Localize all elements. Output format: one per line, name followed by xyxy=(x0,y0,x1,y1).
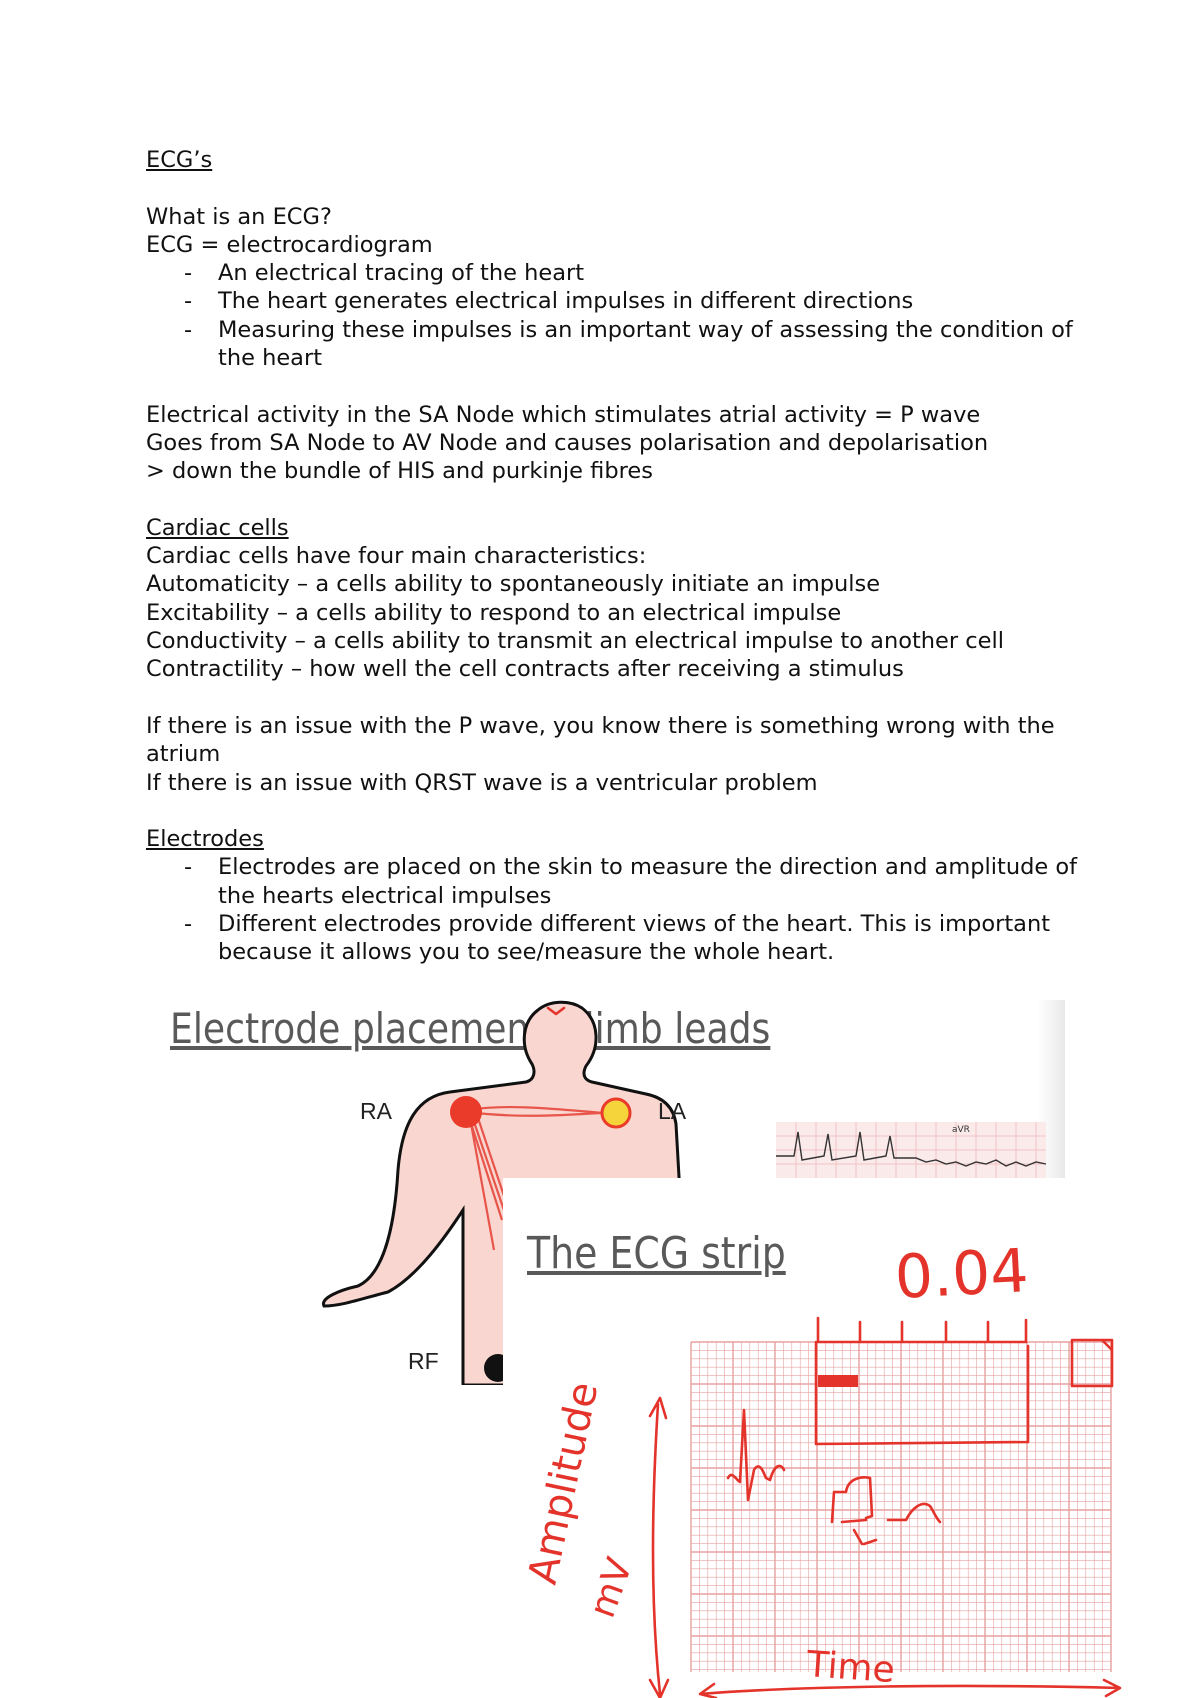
mini-ecg-strip xyxy=(776,1122,1046,1178)
definition-list xyxy=(146,259,1086,372)
amplitude-annotation: Amplitude xyxy=(519,1378,608,1589)
rf-label: RF xyxy=(408,1348,439,1374)
ecg-grid-paper xyxy=(503,1178,1123,1698)
question-line: What is an ECG? xyxy=(146,203,332,230)
list-item: - An electrical tracing of the heart xyxy=(146,259,1086,287)
document-heading: ECG’s xyxy=(146,147,213,173)
ra-label: RA xyxy=(360,1098,392,1124)
ra-electrode xyxy=(450,1096,482,1128)
document-body xyxy=(146,146,1086,967)
conduction-line: Goes from SA Node to AV Node and causes polarisation and depolarisation xyxy=(146,429,989,456)
conduction-line: > down the bundle of HIS and purkinje fibres xyxy=(146,458,653,485)
blank-line xyxy=(146,174,1086,202)
characteristic-line: Contractility – how well the cell contracts after receiving a stimulus xyxy=(146,656,904,683)
electrodes-heading: Electrodes xyxy=(146,826,264,853)
wave-note: If there is an issue with QRST wave is a ventricular problem xyxy=(146,769,818,796)
blank-line xyxy=(146,684,1086,712)
blank-line xyxy=(146,486,1086,514)
list-item: - Different electrodes provide different views of the heart. This is important because it allows you to see/measure the whole heart. xyxy=(146,910,1086,967)
characteristic-line: Conductivity – a cells ability to transmit an electrical impulse to another cell xyxy=(146,628,1005,655)
time-annotation: Time xyxy=(805,1644,897,1692)
cardiac-heading: Cardiac cells xyxy=(146,514,289,541)
list-item: - Electrodes are placed on the skin to measure the direction and amplitude of the hearts electrical impulses xyxy=(146,853,1086,910)
avr-label: aVR xyxy=(952,1125,970,1135)
ecg-strip-title: The ECG strip xyxy=(527,1228,786,1279)
blank-line xyxy=(146,372,1086,400)
conduction-line: Electrical activity in the SA Node which stimulates atrial activity = P wave xyxy=(146,401,981,428)
electrodes-list xyxy=(146,853,1086,966)
list-item: - Measuring these impulses is an important way of assessing the condition of the heart xyxy=(146,316,1086,373)
ecg-strip-slide xyxy=(503,1178,1123,1698)
cardiac-intro: Cardiac cells have four main characteristics: xyxy=(146,543,647,570)
interval-annotation: 0.04 xyxy=(893,1236,1031,1313)
definition-line: ECG = electrocardiogram xyxy=(146,231,433,258)
blank-line xyxy=(146,797,1086,825)
characteristic-line: Automaticity – a cells ability to spontaneously initiate an impulse xyxy=(146,571,881,598)
wave-note: If there is an issue with the P wave, you know there is something wrong with the atrium xyxy=(146,712,1055,768)
list-item: - The heart generates electrical impulses in different directions xyxy=(146,287,1086,315)
mv-annotation: mV xyxy=(581,1552,641,1624)
limb-leads-title: Electrode placement – limb leads xyxy=(170,1004,771,1053)
la-label: LA xyxy=(658,1098,687,1124)
la-electrode xyxy=(602,1099,630,1127)
characteristic-line: Excitability – a cells ability to respond to an electrical impulse xyxy=(146,599,842,626)
